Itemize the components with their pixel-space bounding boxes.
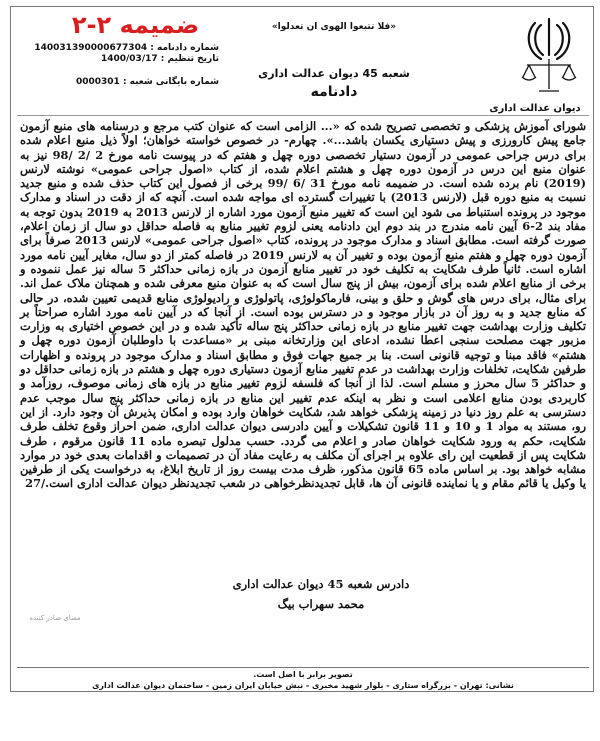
doc-number <box>19 43 219 53</box>
judge-title: دادرس شعبه 45 دیوان عدالت اداری <box>232 577 410 591</box>
annex-title: ضمیمه ۲-۲ <box>71 11 200 39</box>
issue-date <box>19 54 219 64</box>
verdict-body: شورای آموزش پزشکی و تخصصی تصریح شده که «... الزامی است که عنوان کتب مرجع و درسنامه های منبع آزمون جامع پیش کارورزی و پیش دستیاری یکسان باشد...». چهارم- در خصوص خواسته خواهان؛ اولاً ذیل منبع اعلام شده برای درس جراحی عمومی در آزمون دستیار تخصصی دوره چهل و هفتم که در پیوست نامه مورخ 2 /2 /98 نیز به عنوان منبع این درس در آزمون دوره چهل و هشتم اعلام شده، از کتاب «اصول جراحی عمومی» نوشته لارنس (2019) نام برده شده است. در ضمیمه نامه مورخ 31 /6 /99 برخی از فصول این کتاب حذف شده و منبع جدید نسبت به منبع دوره قبل (لارنس 2013) با تغییرات گسترده ای مواجه شده است. آنچه که از دقت در اسناد و مدارک موجود در پرونده استنباط می شود این است که تغییر منبع آزمون مورد اشاره از لارنس 2013 به 2019 بدون توجه به مفاد بند 2-6 آیین نامه مندرج در بند دوم این دادنامه یعنی لزوم تغییر منابع به فاصله حداقل دو سال از زمان اعلام، صورت گرفته است. مطابق اسناد و مدارک موجود در پرونده، کتاب «اصول جراحی عمومی» لارنس 2013 صرفاً برای آزمون دوره چهل و هفتم منبع آزمون بوده و تغییر آن به لارنس 2019 در فاصله کمتر از دو سال، مغایر آیین نامه مورد اشاره است. ثانیاً طرف شکایت به تکلیف خود در تغییر منابع آزمون در بازه زمانی حداکثر 5 ساله نیز عمل ننموده و برخی از منابع اعلام شده برای آزمون، بیش از پنج سال است که به عنوان منبع معرفی شده و همچنان ملاک عمل اند. برای مثال، برای درس های گوش و حلق و بینی، فارماکولوژی، پاتولوژی و رادیولوژی منابع قدیمی تعیین شده، در حالی که منابع جدید و به روز آن در بازار موجود و در دسترس بوده است. از آنجا که در آیین نامه مورد اشاره صراحتاً بر تکلیف وزارت بهداشت جهت تغییر منابع در بازه زمانی حداکثر پنج ساله تأکید شده و در این خصوص اختیاری به وزارت مزبور جهت مصلحت سنجی اعطا نشده، ادعای این وزارتخانه مبنی بر «مساعدت با داوطلبان آزمون دوره چهل و هشتم» فاقد مبنا و توجیه قانونی است. بنا بر جمیع جهات فوق و مطابق اسناد و مدارک موجود در پرونده و اظهارات طرفین شکایت، تخلفات وزارت بهداشت در عدم تغییر منابع آزمون دستیاری دوره چهل و هشتم در بازه زمانی حداقل دو و حداکثر 5 سال محرز و مسلم است. لذا از آنجا که فلسفه لزوم تغییر منابع در بازه های زمانی موصوف، روزآمد و کاربردی بودن منابع اعلامی است و نظر به اینکه عدم تغییر این منابع در بازه زمانی حداکثر پنج سال موجب عدم دسترسی به علم روز دنیا در زمینه پزشکی خواهد شد، شکایت خواهان وارد بوده و امکان پذیرش آن وجود دارد. از این رو، مستند به مواد 1 و 10 و 11 قانون تشکیلات و آیین دادرسی دیوان عدالت اداری، ضمن احراز وقوع تخلف طرف شکایت، حکم به ورود شکایت خواهان صادر و اعلام می گردد. حسب مدلول تبصره ماده 11 قانون مرقوم ، طرف شکایت پس از قطعیت این رای علاوه بر اجرای آن مکلف به رعایت مفاد آن در تصمیمات و اقدامات بعدی خود در موارد مشابه خواهد بود. بر اساس ماده 65 قانون مذکور، ظرف مدت بیست روز از تاریخ ابلاغ، به درخواست یکی از طرفین یا وکیل یا قائم مقام و یا نماینده قانونی آن ها، قابل تجدیدنظرخواهی در شعب تجدیدنظر دیوان عدالت اداری است./27 <box>20 119 587 491</box>
archive-number-value: 0000301 <box>75 77 120 87</box>
issue-date-value: 1400/03/17 <box>100 54 158 64</box>
branch-name: شعبه 45 دیوان عدالت اداری <box>258 67 410 80</box>
motto: «فلا تتبعوا الهوی ان تعدلوا» <box>271 22 397 32</box>
archive-number <box>19 77 219 87</box>
judge-name: محمد سهراب بیگ <box>277 597 365 611</box>
copy-certification: تصویر برابر با اصل است. <box>253 670 353 679</box>
court-address: نشانی: تهران - بزرگراه ستاری - بلوار شهید مخبری - نبش خیابان ایران زمین - ساختمان دیوان عدالت اداری <box>92 681 514 690</box>
footer-divider <box>17 667 589 668</box>
verdict-title: دادنامه <box>310 84 358 100</box>
doc-number-label: شماره دادنامه : <box>150 43 219 53</box>
signer-note: مضای صادر کننده <box>29 614 81 622</box>
court-name: دیوان عدالت اداری <box>489 103 581 114</box>
archive-number-label: شماره بایگانی شعبه : <box>122 77 219 87</box>
issue-date-label: تاریخ تنظیم : <box>160 54 219 64</box>
doc-number-value: 140031390000677304 <box>34 43 148 53</box>
verdict-document <box>10 6 594 692</box>
header-divider <box>17 115 589 116</box>
iran-emblem-icon <box>519 15 579 101</box>
